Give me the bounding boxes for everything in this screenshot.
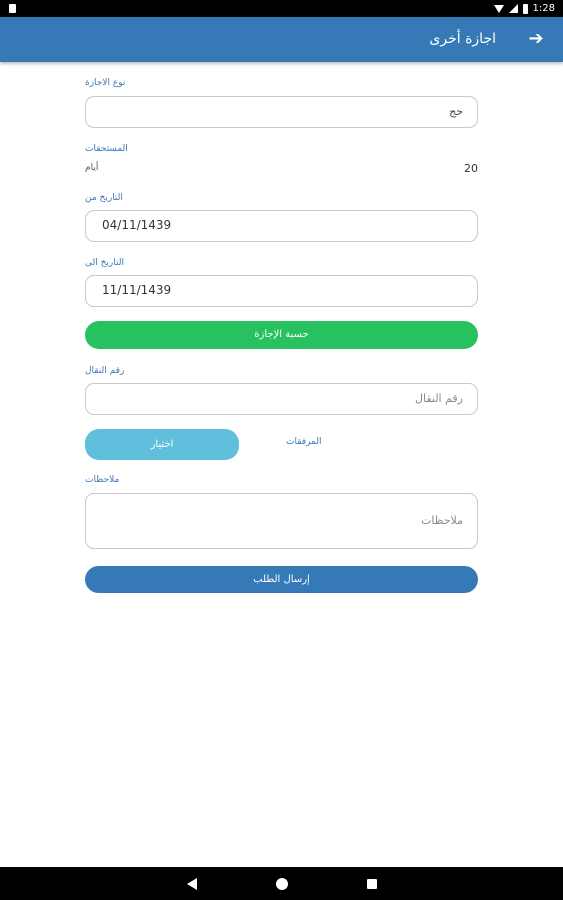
notes-placeholder: ملاحظات — [421, 514, 463, 527]
date-to-label: التاريخ الى — [85, 258, 124, 268]
balance-value: 20 — [464, 162, 478, 175]
mobile-label: رقم النقال — [85, 366, 125, 376]
date-from-value: 04/11/1439 — [102, 218, 172, 232]
choose-attachment-button[interactable]: اختيار — [85, 429, 239, 460]
nav-back-icon[interactable] — [187, 878, 197, 890]
leave-type-select[interactable] — [85, 96, 478, 128]
leave-type-value: حج — [449, 105, 463, 118]
balance-unit: أيام — [85, 163, 99, 173]
submit-request-button[interactable]: إرسال الطلب — [85, 566, 478, 593]
date-to-value: 11/11/1439 — [102, 283, 172, 297]
leave-type-label: نوع الاجازة — [85, 78, 126, 88]
nav-home-icon[interactable] — [276, 878, 288, 890]
mobile-field[interactable] — [85, 383, 478, 415]
date-to-field[interactable] — [85, 275, 478, 307]
battery-icon — [523, 4, 528, 14]
mobile-placeholder: رقم النقال — [414, 392, 463, 405]
nav-recents-icon[interactable] — [367, 879, 377, 889]
app-bar — [0, 17, 563, 62]
attachments-label: المرفقات — [286, 437, 322, 447]
balance-label: المستحقات — [85, 144, 128, 154]
status-bar — [0, 0, 563, 17]
wifi-icon — [494, 5, 504, 13]
date-from-field[interactable] — [85, 210, 478, 242]
arrow-right-icon[interactable]: ➔ — [528, 28, 544, 49]
notes-label: ملاحظات — [85, 475, 120, 485]
calculate-leave-button[interactable]: حسبة الإجازة — [85, 321, 478, 349]
page-title: اجازة أخرى — [429, 31, 496, 47]
notes-textarea[interactable] — [85, 493, 478, 549]
clock: 1:28 — [532, 3, 555, 14]
sd-card-icon — [9, 4, 16, 13]
date-from-label: التاريخ من — [85, 193, 123, 203]
navigation-bar — [0, 867, 563, 900]
signal-icon — [509, 4, 518, 13]
